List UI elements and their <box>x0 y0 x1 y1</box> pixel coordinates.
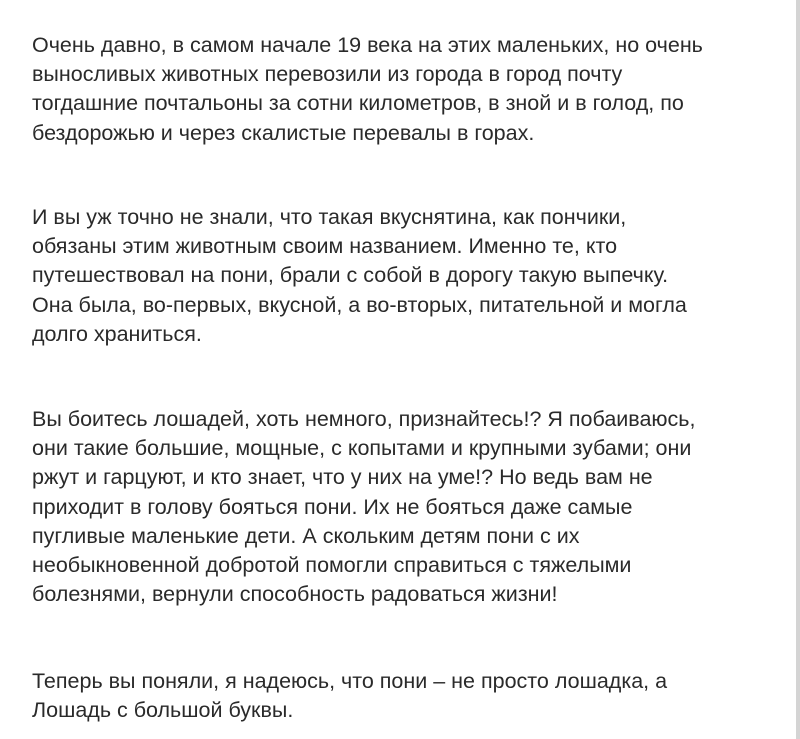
paragraph-conclusion: Теперь вы поняли, я надеюсь, что пони – не просто лошадка, а Лошадь с большой буквы. <box>32 669 668 723</box>
paragraph-fear-of-horses: Вы боитесь лошадей, хоть немного, признайтесь!? Я побаиваюсь, они такие большие, мощные, с копытами и крупными зубами; они ржут и гарцуют, и кто знает, что у них на уме!? Но ведь вам не приходит в голову бояться пони. Их не бояться даже самые пугливые маленькие дети. А скольким детям пони с их необыкновенной добротой помогли справиться с тяжелыми болезнями, вернули способность радоваться жизни! <box>32 407 696 607</box>
page-edge-divider <box>796 0 800 739</box>
paragraph-donuts: И вы уж точно не знали, что такая вкуснятина, как пончики, обязаны этим животным своим названием. Именно те, кто путешествовал на пони, брали с собой в дорогу такую выпечку. Она была, во-первых, вкусной, а во-вторых, питательной и могла долго храниться. <box>32 205 687 346</box>
paragraph-postal-history: Очень давно, в самом начале 19 века на этих маленьких, но очень выносливых животных перевозили из города в город почту тогдашние почтальоны за сотни километров, в зной и в голод, по бездорожью и через скалистые перевалы в горах. <box>32 33 703 145</box>
